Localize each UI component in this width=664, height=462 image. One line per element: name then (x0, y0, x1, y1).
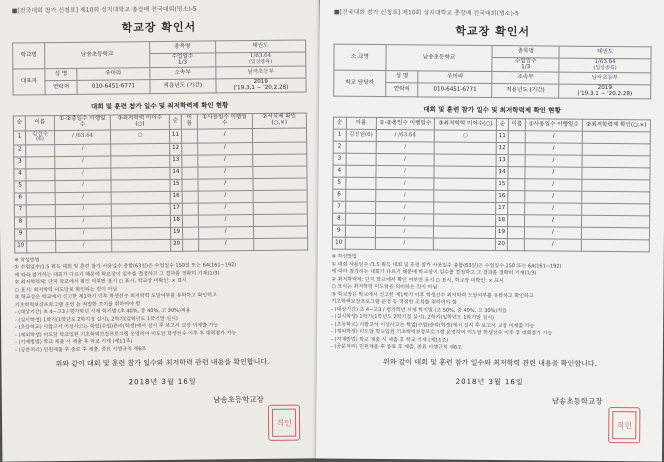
note-line: - (대상기간) 초 4~고3 / 평가학년 시제 학기별 (초 50%, 중 40%, 고 30%)적용 (331, 306, 507, 315)
student-name (508, 191, 525, 203)
person-label: 대표자 (13, 69, 45, 96)
event-value: 태권도 (215, 40, 305, 53)
row-number: 7 (333, 201, 346, 213)
academic-check (253, 214, 308, 227)
info-table (333, 44, 651, 100)
row-number: 11 (496, 131, 509, 143)
row-number: 10 (15, 240, 27, 252)
row-number: 18 (495, 215, 508, 227)
academic-check (252, 154, 307, 167)
row-number: 1 (333, 129, 346, 141)
days-value: / (55, 240, 112, 253)
note-line: - (제외학생) 미도달 학교입원 기초학력보장프로그램 운영하여 미도달 학생선수 이후 후 대회참가 가능 (15, 329, 237, 339)
academic-check (111, 191, 170, 204)
event-label: 종목명 (149, 41, 215, 54)
row-number: 14 (170, 167, 182, 179)
note-line: - (공문처리) 민원제출 후 종료 후 제출, 종료 시행규칙 제6조 (15, 345, 147, 354)
row-number: 16 (170, 191, 182, 203)
form-header-note: ■[전국대회 참가 신청표] 제10회 성지대학교 총장배 전국대회(명소)-5 (333, 8, 519, 18)
days-value: / (524, 227, 581, 239)
days-value: / (524, 203, 581, 215)
academic-check (112, 215, 171, 228)
student-name (346, 154, 376, 166)
row-number: 2 (333, 141, 346, 153)
document-date: 2018년 3월 16일 (455, 377, 524, 387)
document-title: 학교장 확인서 (121, 20, 197, 35)
col-header: ③최저학력 미이수(○) (435, 118, 496, 131)
days-value: / (198, 154, 253, 167)
student-name (345, 214, 375, 226)
academic-check (253, 238, 308, 251)
row-number: 8 (14, 216, 26, 228)
row-number: 4 (14, 168, 26, 180)
instructions-notes (331, 254, 650, 354)
days-value: / (55, 216, 112, 229)
student-name (508, 227, 525, 239)
days-value: / (375, 214, 434, 227)
days-value: / (375, 238, 434, 251)
lessons-value: 1/63.64 (입상종목) (559, 58, 651, 73)
student-name (508, 239, 525, 251)
info-table (12, 39, 307, 95)
student-name (345, 238, 375, 250)
note-line: ※ 작성방법 (331, 253, 357, 261)
official-seal-icon: 직인 (268, 405, 300, 441)
student-name (27, 240, 56, 252)
days-value: / (197, 142, 252, 155)
lessons-value: 1/63.64 (입상종목) (215, 52, 306, 67)
days-value: / (54, 144, 111, 157)
row-number: 7 (14, 204, 26, 216)
note-line: ② 최저학력제: 단지 학교에서 확인 여부만 표시 ○ 표시, 학교장 미확인: × 표시 (14, 277, 187, 286)
student-name (182, 155, 198, 167)
student-name (182, 179, 198, 191)
col-header: ①-②총일수 이행일수 (54, 115, 111, 130)
table-row (332, 237, 649, 252)
days-value: / (524, 191, 581, 203)
row-number: 2 (14, 144, 26, 156)
academic-check (582, 156, 650, 169)
academic-check (581, 228, 649, 241)
days-value: / (55, 180, 112, 193)
contact-label: 연락처 (385, 83, 418, 97)
note-line: - (대상기간) 초 4~고3 / 평가학년 시제 학기별 (초 40%, 중 40%, 고 30%)적용 (14, 307, 191, 316)
row-number: 19 (495, 227, 508, 239)
dept-label: 소속부 (150, 67, 216, 80)
student-name (27, 216, 56, 228)
academic-check (434, 190, 495, 203)
dept-value: 남자초등부 (215, 66, 305, 79)
note-line: ① 대회 사용일수 /1.5 획득 대회 및 훈련 참가 사용일수 총합(63일)은 수업일수 150 또는 64(161~192) (331, 261, 562, 270)
row-number: 6 (333, 189, 346, 201)
period-value: 2019 ('19.3.1 ~ '20.2.28) (559, 84, 651, 99)
note-line: ※ 작성방법 (14, 256, 40, 264)
academic-check (111, 143, 170, 156)
days-value: / (375, 178, 434, 191)
note-line: 기초학력보장프로그램 운영 등 적절한 조치를 취하여야 함 (331, 298, 457, 307)
academic-check (252, 128, 307, 143)
student-name (509, 131, 526, 143)
student-name: 김선수(6) (26, 130, 55, 144)
row-number: 9 (15, 228, 27, 240)
days-value: / (198, 178, 253, 191)
days-value: / (525, 179, 582, 191)
col-header: ②서식제 확인(○,×) (252, 113, 307, 128)
col-header: 순 (169, 115, 181, 129)
days-value: / (525, 167, 582, 179)
col-header: 이름 (509, 119, 526, 131)
days-value: / (375, 202, 434, 215)
row-number: 20 (495, 239, 508, 251)
row-number: 19 (170, 227, 182, 239)
person-label: 학교 담당자 (334, 70, 386, 97)
row-number: 20 (171, 239, 183, 251)
days-value: / (55, 204, 112, 217)
student-name (26, 168, 55, 180)
period-label: 적용년도 (기간) (492, 84, 559, 99)
lessons-label: 수업일수 1/3 (492, 58, 559, 73)
academic-check (434, 226, 495, 239)
col-header: 순 (333, 117, 346, 129)
row-number: 13 (170, 155, 182, 167)
days-value: / (525, 155, 582, 167)
principal-signature-line: 남송초등학교장 (551, 396, 603, 406)
academic-check (582, 180, 650, 193)
note-line: - (기재방법) 학교 제출 시 제출 후 학교 기재 (제11조) (331, 336, 449, 344)
row-number: 17 (495, 203, 508, 215)
student-name (183, 227, 199, 239)
academic-check (435, 142, 496, 155)
row-number: 14 (496, 167, 509, 179)
days-value: / (524, 239, 581, 251)
days-value: / (375, 226, 434, 239)
academic-check (582, 132, 650, 145)
row-number: 5 (14, 180, 26, 192)
note-line: - (실시학생) 1학기(1학년도 2학기정 실시), 2학기(입학년도 1학기말 실시) (14, 315, 178, 324)
row-number: 16 (495, 191, 508, 203)
academic-check (253, 202, 308, 215)
days-value: / (376, 154, 435, 167)
note-line: ① 수업일수/1.5 획득 대회 및 훈련 참가 사용일수 총합(63일)은 수업일수 150일 또는 64(161~192) (14, 262, 237, 271)
lessons-label: 수업일수 1/3 (150, 53, 216, 68)
contact-value: 010-6451-6771 (77, 80, 150, 95)
official-seal-icon: 직인 (608, 407, 640, 443)
period-label: 적용년도 (기간) (150, 79, 216, 94)
name-label: 성 명 (45, 69, 77, 81)
days-value: / (375, 166, 434, 179)
academic-check (253, 178, 308, 191)
school-label: 소 교명 (334, 44, 386, 71)
document-page-right (316, 0, 664, 462)
days-value: / (524, 215, 581, 227)
row-number: 15 (496, 179, 509, 191)
confirmation-statement: 위와 같이 대회 및 훈련 참가 일수와 최저학력 관련 내용을 확인합니다. (382, 357, 597, 368)
days-value: / (376, 142, 435, 155)
form-header-note: ■[전국대회 참가 신청표] 제10회 성지대학교 총장배 전국대회(명소)-5 (11, 5, 197, 15)
academic-check (111, 155, 170, 168)
note-line: ③ 학교장은 학교에서 신고한 제1학기 이후 학생선수 최저학력 도달여부를 유학하고 확인하고 (14, 292, 218, 301)
student-name (508, 167, 525, 179)
student-name (182, 143, 198, 155)
row-number: 12 (170, 143, 182, 155)
student-name (345, 178, 375, 190)
note-line: 에 따라 참가하는 대회가 다르기 때문에 학교장이 일수를 결정하고 그 결과를 정확히 기재(1/3) (331, 268, 537, 277)
days-value: / (198, 238, 253, 251)
instructions-notes (14, 254, 309, 355)
academic-check (111, 179, 170, 192)
col-header: ①-②총일수 이행일수 (376, 118, 435, 131)
student-name (182, 215, 198, 227)
name-value: 우미라 (418, 71, 492, 84)
student-name (508, 215, 525, 227)
school-label: 학교명 (13, 43, 45, 70)
note-line: ○ 표시는 최저학력 미도달을 의미하는 것이 아님 (331, 283, 438, 291)
col-header: ②최저학력제 확인(○,×) (582, 120, 650, 133)
row-number: 11 (169, 129, 181, 143)
roster-table (13, 113, 308, 253)
dept-value: 남자초등부 (559, 72, 651, 85)
days-value: / (525, 131, 582, 143)
academic-check (112, 239, 171, 252)
academic-check (252, 142, 307, 155)
row-number: 15 (170, 179, 182, 191)
days-value: / (198, 166, 253, 179)
roster-table (332, 117, 651, 253)
document-page-left (0, 0, 324, 462)
period-value: 2019 ('19.3.1 ~ '20.2.28) (216, 78, 307, 93)
days-value: / (198, 226, 253, 239)
academic-check: ○ (111, 129, 170, 144)
academic-check (253, 190, 308, 203)
academic-check (434, 214, 495, 227)
col-header: ①사용일수 이행일수 (197, 114, 252, 129)
days-value: / /63.64 (376, 130, 435, 143)
note-line: - (실시학생) 1학기(1학년도 2학기정 실시), 2학기(입학년도 1학기말 실시) (331, 313, 495, 322)
academic-check (582, 192, 650, 205)
col-header: 순 (496, 119, 509, 131)
document-date: 2018년 3월 16일 (128, 377, 197, 387)
academic-check (112, 203, 171, 216)
student-name (508, 155, 525, 167)
note-line: - (공문처리) 민원제출 후 종료 후 제출, 종료 시행규칙 제6조 (330, 343, 463, 352)
academic-check (253, 226, 308, 239)
note-line: ③ 학교장은 학교에서 신고한 제1학기 이후 학생선수 최저학력 도달여부를 유학하고 확인하고 (331, 291, 534, 300)
days-value: / (525, 143, 582, 155)
note-line: ○ 표시: 최저학력 미도달로 확인되는 것이 아님 (14, 286, 118, 294)
academic-check (434, 154, 495, 167)
days-value: / (198, 190, 253, 203)
academic-check (434, 166, 495, 179)
row-number: 12 (496, 143, 509, 155)
student-name (26, 180, 55, 192)
event-value: 태권도 (559, 46, 651, 59)
row-number: 3 (14, 156, 26, 168)
contact-label: 연락처 (45, 81, 77, 96)
document-title: 학교장 확인서 (455, 24, 531, 39)
student-name (26, 204, 55, 216)
row-number: 10 (332, 237, 345, 249)
row-number: 6 (14, 192, 26, 204)
row-number: 17 (170, 203, 182, 215)
note-line: 에 따라 참가하는 대회가 다르기 때문에 학교장이 일수를 결정하고 그 결과를 정확히 기재(1/3) (14, 269, 220, 279)
student-name (345, 226, 375, 238)
student-name (26, 192, 55, 204)
days-value: / (198, 202, 253, 215)
note-line: 기초학력보장프로그램 운영 등 적절한 조치를 취하여야 함 (14, 300, 141, 309)
col-header: 이름 (25, 116, 54, 130)
school-value: 남송초등학교 (45, 42, 150, 69)
student-name (182, 167, 198, 179)
table-row (15, 238, 308, 253)
days-value: / (375, 190, 434, 203)
section-title: 대회 및 훈련 참가 일수 및 최저학력제 확인 현황 (90, 101, 229, 112)
academic-check (581, 216, 649, 229)
note-line: - (기재방법) 학교 제출 시 제출 후 학교 기재 (제11조) (15, 338, 133, 346)
student-name (26, 144, 55, 156)
academic-check (434, 238, 495, 251)
academic-check (434, 178, 495, 191)
student-name (182, 191, 198, 203)
student-name (26, 156, 55, 168)
days-value: / (198, 214, 253, 227)
academic-check (252, 166, 307, 179)
name-value: 우미라 (77, 68, 150, 81)
dept-label: 소속부 (492, 72, 559, 85)
student-name (181, 129, 197, 143)
student-name (346, 142, 376, 154)
contact-value: 010-6451-6771 (418, 83, 492, 98)
note-line: - (제외학생) 미도달 학교입원 기초학력보장프로그램 운영하여 미도달 학생선수 이후 후 대회참가 가능 (331, 328, 553, 337)
academic-check (434, 202, 495, 215)
student-name (346, 166, 376, 178)
student-name (345, 190, 375, 202)
academic-check (581, 240, 649, 253)
event-label: 종목명 (492, 46, 559, 59)
row-number: 18 (170, 215, 182, 227)
days-value: / /63.64 (54, 130, 111, 145)
student-name (508, 143, 525, 155)
days-value: / (55, 168, 112, 181)
student-name (182, 203, 198, 215)
academic-check (582, 204, 650, 217)
confirmation-statement: 위와 같이 대회 및 훈련 참가 일수와 최저학력 관련 내용을 확인합니다. (55, 357, 270, 369)
days-value: / (197, 128, 252, 143)
student-name (508, 203, 525, 215)
note-line: - (초등학교) 시합고서 이성사고는 학업(수업)관리(학생)에서 실시 후 보고서 교장 미제출 가능 (331, 321, 535, 330)
student-name: 김진원(6) (346, 130, 376, 142)
note-line: ② 최저학력제: 단지 학교에서 확인 여부만 표시 ○ 표시, 학교장 미확인: × 표시 (331, 276, 504, 284)
col-header: 이름 (346, 118, 376, 130)
row-number: 1 (13, 130, 25, 144)
name-label: 성 명 (386, 71, 419, 83)
student-name (183, 239, 199, 251)
row-number: 9 (332, 225, 345, 237)
note-line: - (초등학교) 시합고서 이성사고는 학업(수업)관리(학생)에서 실시 후 보고서 교장 미제출 가능 (15, 322, 219, 331)
row-number: 8 (333, 213, 346, 225)
academic-check: ○ (435, 130, 496, 143)
col-header: ①사용일수 이행일수 (525, 119, 582, 131)
student-name (345, 202, 375, 214)
academic-check (582, 144, 650, 157)
section-title: 대회 및 훈련 참가 일수 및 최저학력제 확인 현황 (423, 105, 561, 115)
col-header: ③최저학력 미이수(○) (111, 115, 170, 130)
col-header: 순 (13, 116, 25, 130)
col-header: 이름 (181, 114, 197, 128)
days-value: / (55, 228, 112, 241)
days-value: / (55, 156, 112, 169)
academic-check (111, 167, 170, 180)
student-name (27, 228, 56, 240)
row-number: 13 (496, 155, 509, 167)
student-name (508, 179, 525, 191)
days-value: / (55, 192, 112, 205)
row-number: 4 (333, 165, 346, 177)
academic-check (112, 227, 171, 240)
principal-signature-line: 남송초등학교장 (213, 394, 264, 405)
school-value: 남송초등학교 (386, 45, 493, 72)
row-number: 5 (333, 177, 346, 189)
academic-check (582, 168, 650, 181)
row-number: 3 (333, 153, 346, 165)
